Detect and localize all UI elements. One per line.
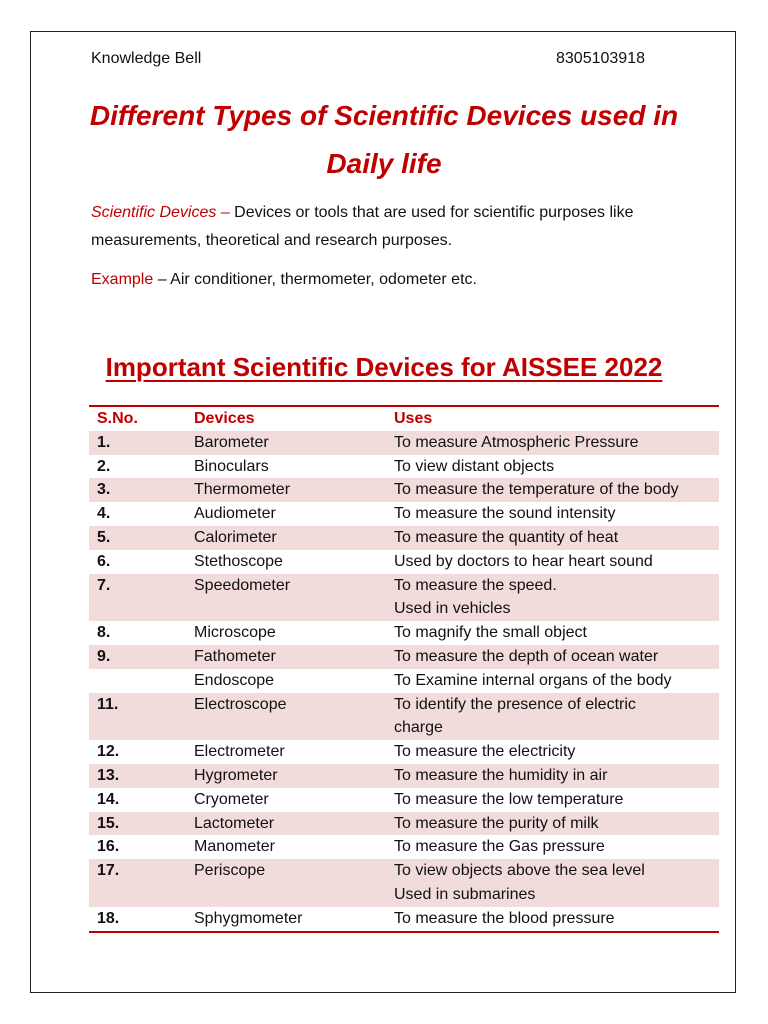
cell-sno: 18. xyxy=(97,909,120,927)
cell-sno: 17. xyxy=(97,862,120,880)
cell-use xyxy=(394,478,719,502)
definition-paragraph xyxy=(91,199,691,255)
cell-use-line1: To identify the presence of electric xyxy=(394,695,636,713)
cell-use-line1: To magnify the small object xyxy=(394,624,587,642)
table-row xyxy=(89,550,719,574)
cell-device: Hygrometer xyxy=(194,766,278,784)
cell-use-line1: To measure the humidity in air xyxy=(394,766,608,784)
cell-device: Manometer xyxy=(194,838,275,856)
cell-sno: 4. xyxy=(97,505,111,523)
cell-use xyxy=(394,812,719,836)
header-sno: S.No. xyxy=(97,410,138,427)
header-devices: Devices xyxy=(194,410,255,427)
table-row xyxy=(89,431,719,455)
cell-device: Electroscope xyxy=(194,695,287,713)
cell-sno: 11. xyxy=(97,695,119,713)
page-title-line2: Daily life xyxy=(326,148,442,179)
cell-use-line1: To view objects above the sea level xyxy=(394,862,645,880)
cell-use-line1: To measure the temperature of the body xyxy=(394,481,679,499)
cell-use xyxy=(394,907,719,931)
table-row xyxy=(89,764,719,788)
cell-use-line1: To view distant objects xyxy=(394,457,555,475)
cell-sno: 15. xyxy=(97,814,120,832)
section-subtitle xyxy=(0,352,768,383)
cell-use-line1: To measure the Gas pressure xyxy=(394,838,605,856)
cell-use xyxy=(394,693,719,741)
table-row xyxy=(89,502,719,526)
table-row xyxy=(89,907,719,931)
example-label: Example xyxy=(91,271,154,288)
cell-use-line1: To measure the blood pressure xyxy=(394,909,615,927)
definition-text: Devices or tools that are used for scientific purposes like measurements, theoretical and research purposes. xyxy=(91,204,634,249)
example-text: – Air conditioner, thermometer, odometer etc. xyxy=(153,271,477,288)
cell-device: Speedometer xyxy=(194,576,291,594)
cell-use xyxy=(394,526,719,550)
cell-device: Thermometer xyxy=(194,481,291,499)
cell-use-line1: To measure the quantity of heat xyxy=(394,528,619,546)
cell-use xyxy=(394,455,719,479)
cell-sno: 7. xyxy=(97,576,111,594)
cell-use-line2: Used in vehicles xyxy=(394,600,511,618)
definition-term: Scientific Devices – xyxy=(91,204,230,221)
cell-use xyxy=(394,502,719,526)
cell-sno: 6. xyxy=(97,552,111,570)
example-paragraph xyxy=(91,266,691,294)
cell-use-line1: Used by doctors to hear heart sound xyxy=(394,552,653,570)
table-header-row xyxy=(89,407,719,431)
cell-use-line1: To Examine internal organs of the body xyxy=(394,671,672,689)
table-row xyxy=(89,669,719,693)
cell-device: Endoscope xyxy=(194,671,275,689)
cell-use xyxy=(394,621,719,645)
cell-device: Stethoscope xyxy=(194,552,283,570)
cell-use-line1: To measure the purity of milk xyxy=(394,814,599,832)
cell-sno: 3. xyxy=(97,481,111,499)
cell-device: Calorimeter xyxy=(194,528,277,546)
cell-use xyxy=(394,859,719,907)
header-phone: 8305103918 xyxy=(556,50,645,67)
table-row xyxy=(89,835,719,859)
cell-use-line1: To measure the electricity xyxy=(394,743,576,761)
table-body xyxy=(89,431,719,931)
table-row xyxy=(89,574,719,622)
table-row xyxy=(89,526,719,550)
cell-use xyxy=(394,669,719,693)
header-brand: Knowledge Bell xyxy=(91,50,202,67)
cell-use-line1: To measure the sound intensity xyxy=(394,505,616,523)
cell-sno: 2. xyxy=(97,457,111,475)
table-row xyxy=(89,478,719,502)
table-bottom-rule xyxy=(89,931,719,933)
header-uses: Uses xyxy=(394,410,433,427)
section-subtitle-text: Important Scientific Devices for AISSEE 2022 xyxy=(105,352,663,382)
cell-use xyxy=(394,550,719,574)
table-row xyxy=(89,812,719,836)
cell-device: Audiometer xyxy=(194,505,276,523)
cell-use xyxy=(394,574,719,622)
cell-device: Cryometer xyxy=(194,790,269,808)
cell-sno: 14. xyxy=(97,790,120,808)
cell-device: Sphygmometer xyxy=(194,909,303,927)
cell-use-line1: To measure Atmospheric Pressure xyxy=(394,433,639,451)
cell-sno: 1. xyxy=(97,433,111,451)
cell-device: Periscope xyxy=(194,862,266,880)
page-title-line1: Different Types of Scientific Devices used in xyxy=(89,100,679,131)
table-row xyxy=(89,455,719,479)
cell-sno: 8. xyxy=(97,624,111,642)
table-row xyxy=(89,788,719,812)
cell-use xyxy=(394,835,719,859)
cell-use-line1: To measure the depth of ocean water xyxy=(394,647,659,665)
table-row xyxy=(89,645,719,669)
cell-sno xyxy=(89,669,194,693)
cell-use xyxy=(394,740,719,764)
cell-sno: 16. xyxy=(97,838,120,856)
cell-sno: 9. xyxy=(97,647,111,665)
devices-table xyxy=(89,405,719,933)
table-row xyxy=(89,693,719,741)
cell-use xyxy=(394,645,719,669)
page-title xyxy=(60,92,708,188)
cell-use-line2: Used in submarines xyxy=(394,885,536,903)
table-row xyxy=(89,621,719,645)
cell-use xyxy=(394,764,719,788)
cell-use xyxy=(394,788,719,812)
cell-device: Microscope xyxy=(194,624,276,642)
table-row xyxy=(89,740,719,764)
cell-use-line1: To measure the low temperature xyxy=(394,790,624,808)
cell-sno: 12. xyxy=(97,743,120,761)
cell-sno: 5. xyxy=(97,528,111,546)
cell-device: Fathometer xyxy=(194,647,276,665)
cell-use-line1: To measure the speed. xyxy=(394,576,557,594)
table-row xyxy=(89,859,719,907)
cell-device: Binoculars xyxy=(194,457,269,475)
cell-device: Barometer xyxy=(194,433,269,451)
cell-device: Electrometer xyxy=(194,743,285,761)
cell-device: Lactometer xyxy=(194,814,275,832)
cell-use xyxy=(394,431,719,455)
cell-sno: 13. xyxy=(97,766,120,784)
cell-use-line2: charge xyxy=(394,719,443,737)
